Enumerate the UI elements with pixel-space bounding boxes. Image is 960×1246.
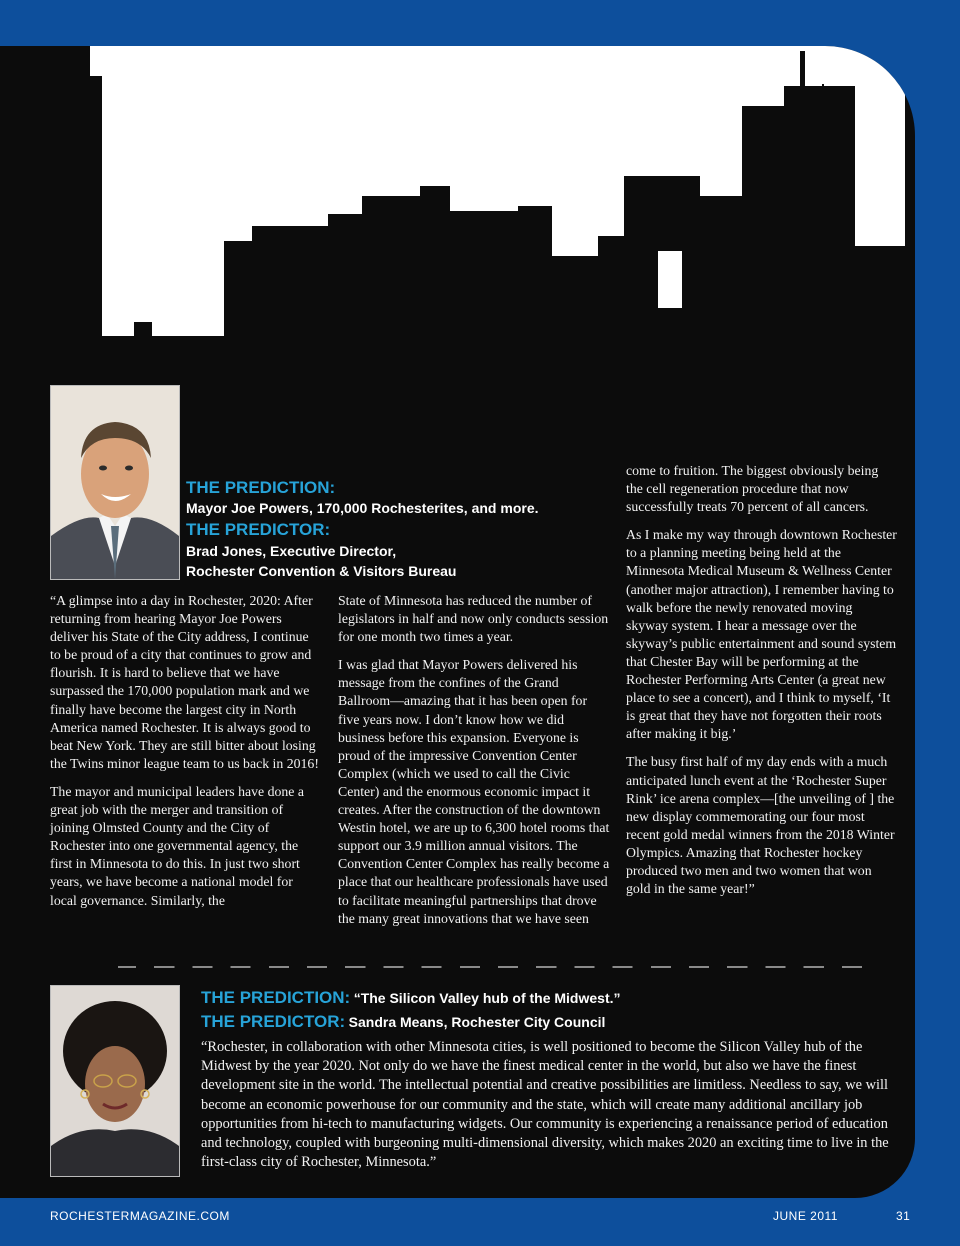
footer-website: ROCHESTERMAGAZINE.COM bbox=[50, 1209, 230, 1223]
predictor-organization: Rochester Convention & Visitors Bureau bbox=[186, 563, 457, 579]
paragraph: As I make my way through downtown Rochester to a planning meeting being held at the Minnesota Medical Museum & Wellness Center (another major attraction), I remember having to walk before the newly renovated moving skyway system. I hear a message over the skyway’s public entertainment and sound system that Chester Bay will be performing at the Rochester Performing Arts Center (a great new place to see a concert), and I think to myself, ‘It is great that they have not forgotten their roots after making it big.’ bbox=[626, 527, 897, 742]
paragraph: The mayor and municipal leaders have done a great job with the merger and transition of joining Olmsted County and the City of Rochester into one governmental agency, the first in Minnesota to do this. In just two short years, we have become a national model for local governance. Similarly, the bbox=[50, 783, 304, 908]
article2-body bbox=[201, 1038, 891, 1182]
article2-header bbox=[201, 986, 901, 1034]
predictor-name: Sandra Means, Rochester City Council bbox=[348, 1014, 606, 1030]
mayor-photo bbox=[50, 385, 180, 580]
council-member-photo bbox=[50, 985, 180, 1177]
paragraph: “Rochester, in collaboration with other Minnesota cities, is well positioned to become the Silicon Valley hub of the Midwest by the year 2020. Not only do we have the finest medical center in the world, but also we have the finest development site in the world. The intellectual potential and creative possibilities are limitless. Needless to say, we will become an economic powerhouse for our community and the state, which will create many additional ancillary job opportunities from hi-tech to manufacturing widgets. Our community is experiencing a renaissance period of education and technology, coupled with burgeoning multi-dimensional diversity, which makes 2020 an exciting time to live in the first-class city of Rochester, Minnesota.” bbox=[201, 1039, 889, 1171]
section-divider bbox=[118, 966, 868, 968]
paragraph: come to fruition. The biggest obviously being the cell regeneration procedure that now successfully treats 70 percent of all cancers. bbox=[626, 463, 879, 515]
article1-column-1 bbox=[50, 592, 322, 920]
predictor-name: Brad Jones, Executive Director, bbox=[186, 543, 397, 559]
footer-issue-date: JUNE 2011 bbox=[773, 1209, 838, 1223]
prediction-label: THE PREDICTION: bbox=[186, 478, 336, 497]
paragraph: The busy first half of my day ends with a much anticipated lunch event at the ‘Rochester Super Rink’ ice arena complex—[the unveiling of ] the new display commemorating our four most recent gold medal winners from the 2018 Winter Olympics. Amazing that Rochester hockey produced two men and two women that won gold in the same year!” bbox=[626, 754, 895, 897]
article1-column-3 bbox=[626, 462, 898, 908]
predictor-label: THE PREDICTOR: bbox=[201, 1012, 346, 1031]
paragraph: “A glimpse into a day in Rochester, 2020: After returning from hearing Mayor Joe Powers deliver his State of the City address, I continue to be proud of a city that continues to grow and flourish. It is hard to believe that we have surpassed the 170,000 population mark and we finally have become the largest city in North America named Rochester. It is always good to beat New York. They are still bitter about losing the Twins minor league team to us back in 2016! bbox=[50, 593, 319, 771]
article1-column-2 bbox=[338, 592, 610, 938]
skyline-illustration bbox=[0, 46, 915, 426]
paragraph: State of Minnesota has reduced the number of legislators in half and now only conducts session for one month two times a year. bbox=[338, 593, 609, 645]
predictor-label: THE PREDICTOR: bbox=[186, 520, 331, 539]
page-number: 31 bbox=[896, 1209, 911, 1223]
paragraph: I was glad that Mayor Powers delivered his message from the confines of the Grand Ballroom—amazing that it has been open for five years now. I don’t know how we did business before this expansion. Everyone is proud of the impressive Convention Center Complex (which we used to call the Civic Center) and the enormous economic impact it creates. After the construction of the downtown Westin hotel, we are up to 6,300 hotel rooms that support our 3.9 million annual visitors. The Convention Center Complex has really become a place that our healthcare professionals have used to facilitate meaningful partnerships that drove the many great innovations that we have seen bbox=[338, 657, 610, 926]
prediction-text: “The Silicon Valley hub of the Midwest.” bbox=[353, 990, 621, 1006]
prediction-text: Mayor Joe Powers, 170,000 Rochesterites, and more. bbox=[186, 500, 539, 516]
prediction-label: THE PREDICTION: bbox=[201, 988, 351, 1007]
